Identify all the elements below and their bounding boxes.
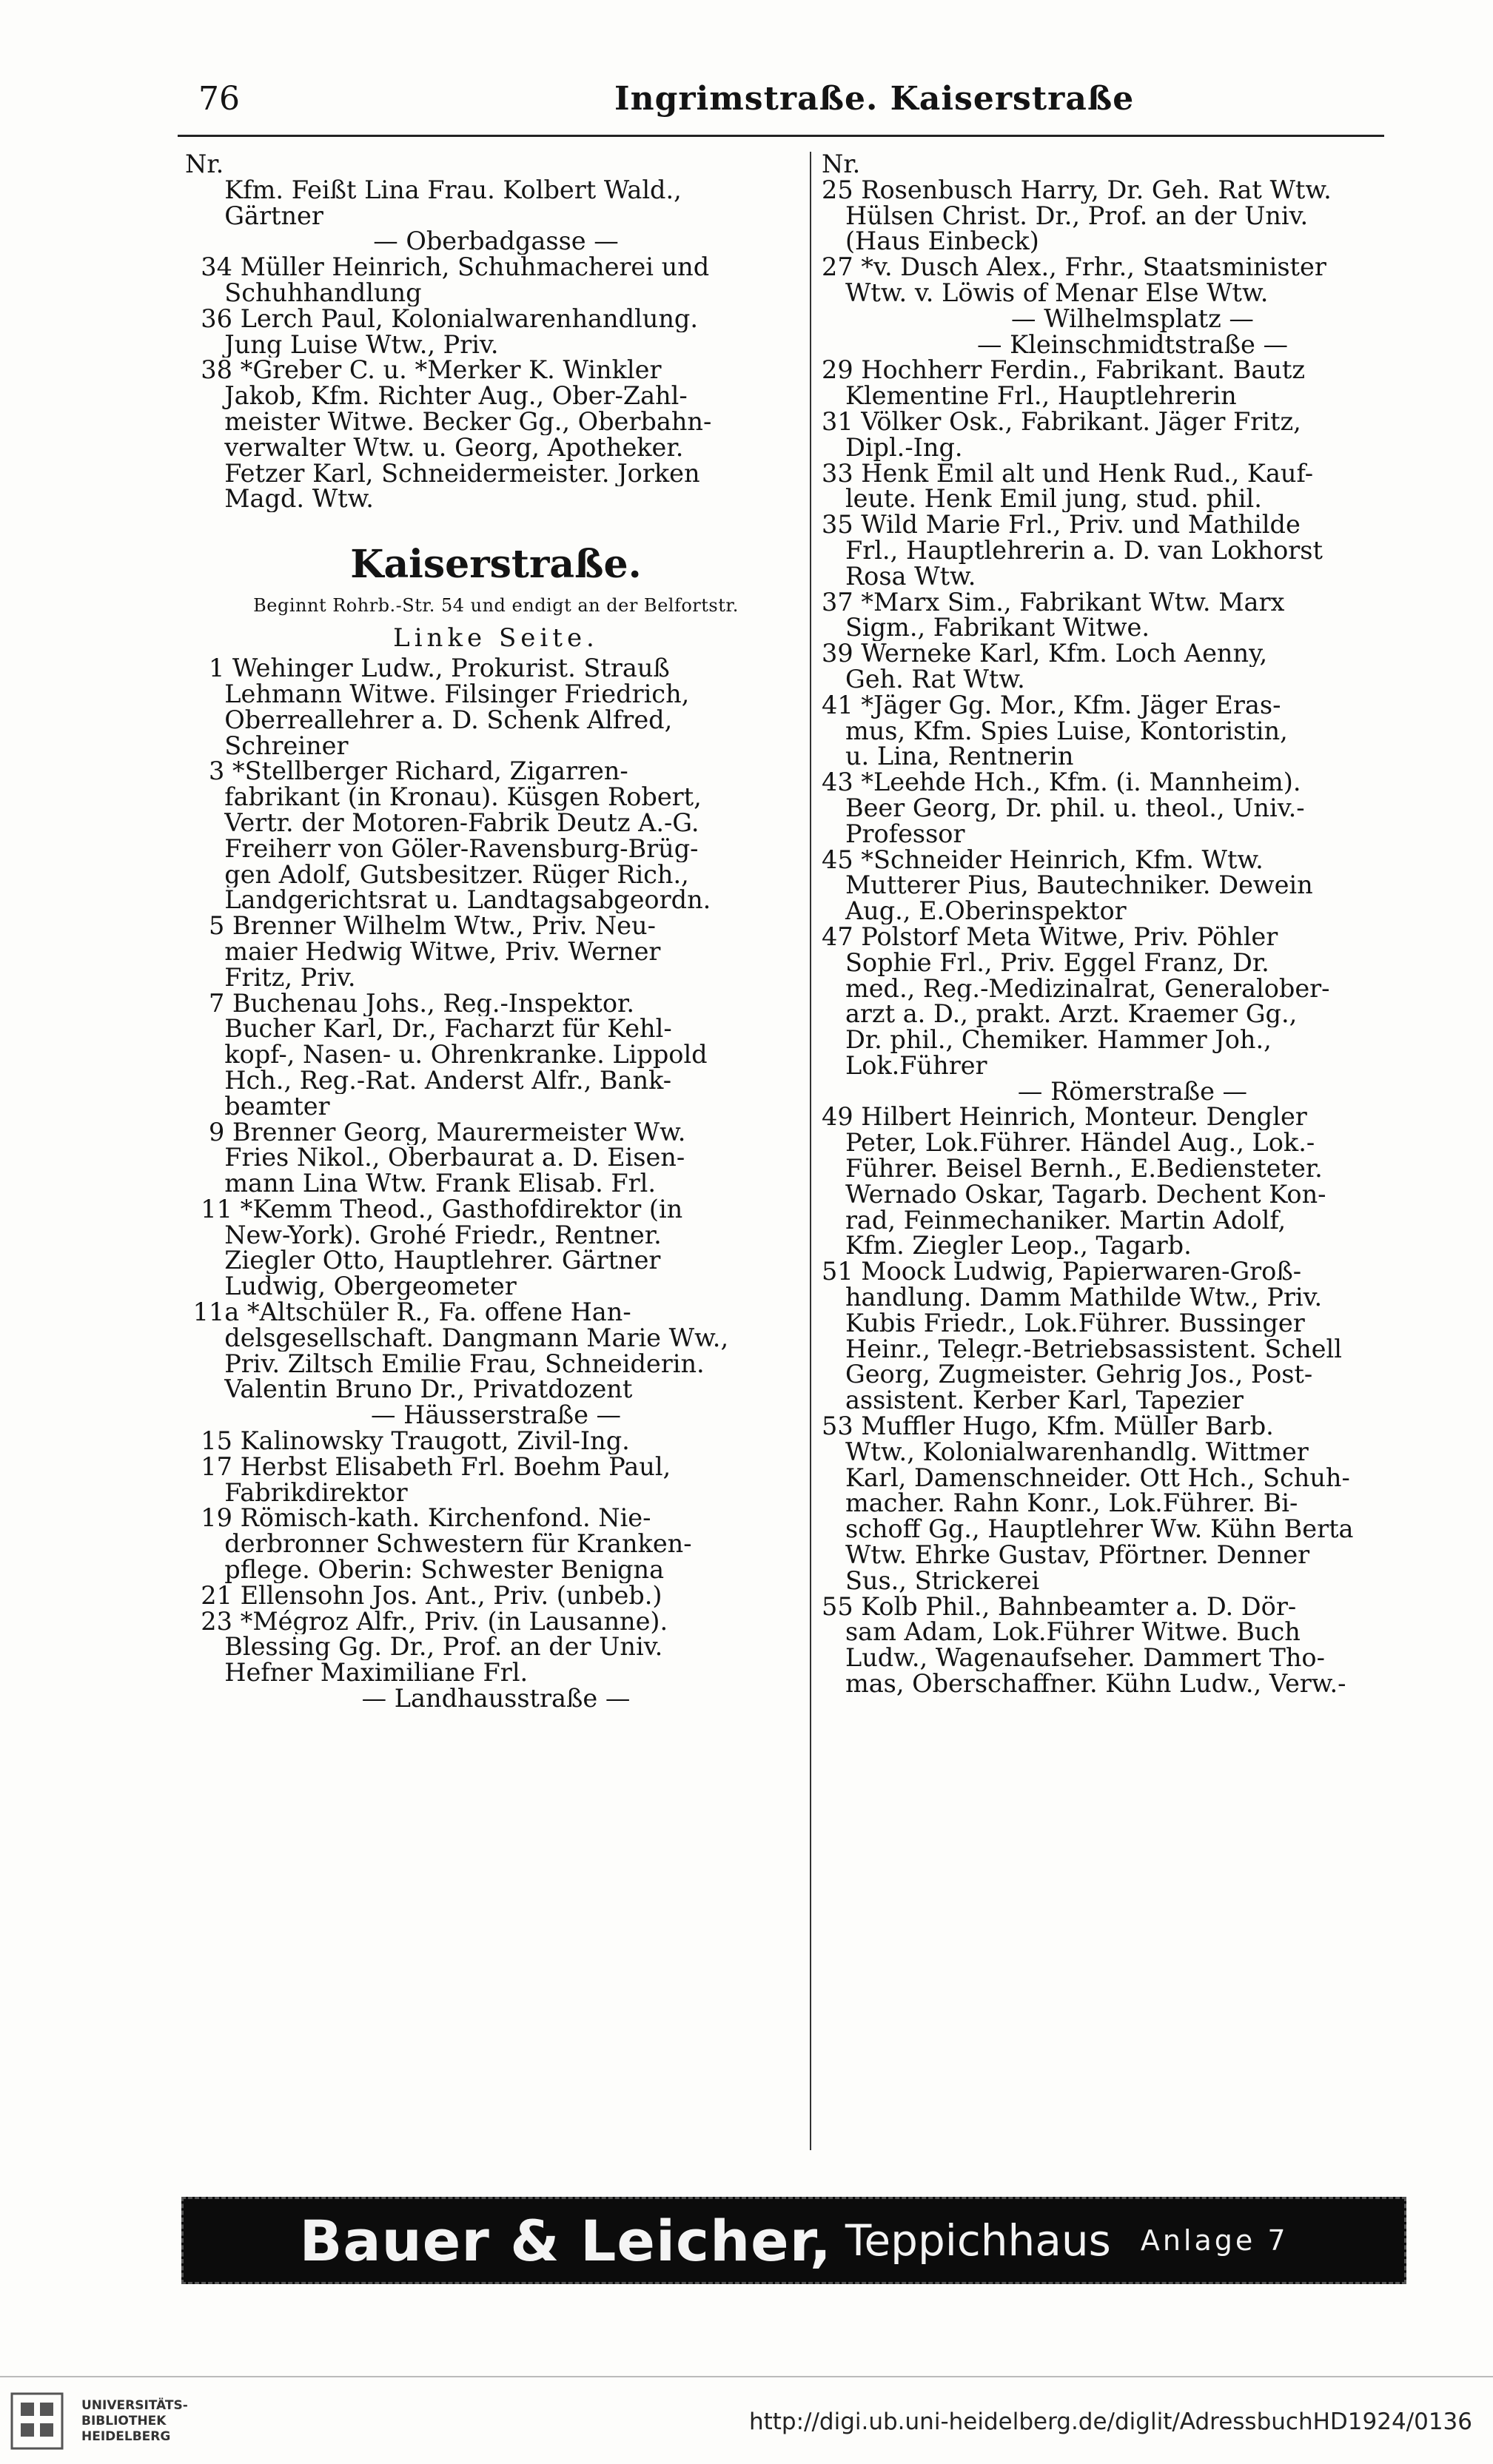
entry-line: Lok.Führer	[822, 1053, 987, 1079]
entry-line: mus, Kfm. Spies Luise, Kontoristin,	[822, 718, 1288, 745]
entry-line: Fabrikdirektor	[185, 1480, 408, 1506]
page-number: 76	[198, 80, 240, 118]
advertisement-banner	[181, 2197, 1406, 2284]
entry-line: med., Reg.-Medizinalrat, Generalober-	[822, 976, 1330, 1002]
entry-line: 1 Wehinger Ludw., Prokurist. Strauß	[185, 656, 670, 682]
entry-line: beamter	[185, 1093, 330, 1120]
entry-line: gen Adolf, Gutsbesitzer. Rüger Rich.,	[185, 862, 689, 888]
entry-line: Hch., Reg.-Rat. Anderst Alfr., Bank-	[185, 1067, 672, 1094]
entry-line: 31 Völker Osk., Fabrikant. Jäger Fritz,	[822, 409, 1301, 435]
running-head: Ingrimstraße. Kaiserstraße	[614, 80, 1135, 118]
cross-street-heading: — Kleinschmidtstraße —	[977, 332, 1288, 358]
entry-line: assistent. Kerber Karl, Tapezier	[822, 1388, 1244, 1414]
entry-line: Freiherr von Göler-Ravensburg-Brüg-	[185, 836, 699, 862]
entry-line: Aug., E.Oberinspektor	[822, 899, 1127, 924]
entry-line: 38 *Greber C. u. *Merker K. Winkler	[185, 357, 662, 384]
entry-line: Jung Luise Wtw., Priv.	[185, 332, 499, 358]
entry-line: 15 Kalinowsky Traugott, Zivil-Ing.	[185, 1429, 630, 1454]
entry-line: 45 *Schneider Heinrich, Kfm. Wtw.	[822, 847, 1264, 873]
entry-line: Beer Georg, Dr. phil. u. theol., Univ.-	[822, 795, 1305, 822]
right-column	[822, 152, 1443, 1697]
entry-line: Nr.	[185, 152, 224, 178]
entry-line: fabrikant (in Kronau). Küsgen Robert,	[185, 785, 702, 810]
entry-line: New-York). Grohé Friedr., Rentner.	[185, 1222, 662, 1249]
entry-line: Rosa Wtw.	[822, 563, 976, 590]
entry-line: Ludwig, Obergeometer	[185, 1274, 517, 1300]
entry-line: Oberreallehrer a. D. Schenk Alfred,	[185, 707, 673, 734]
source-url-link[interactable]: http://digi.ub.uni-heidelberg.de/diglit/AdressbuchHD1924/0136	[748, 2408, 1472, 2435]
entry-line: Georg, Zugmeister. Gehrig Jos., Post-	[822, 1362, 1313, 1389]
entry-line: 41 *Jäger Gg. Mor., Kfm. Jäger Eras-	[822, 692, 1281, 719]
entry-line: 47 Polstorf Meta Witwe, Priv. Pöhler	[822, 924, 1278, 950]
entry-line: 5 Brenner Wilhelm Wtw., Priv. Neu-	[185, 913, 656, 939]
entry-line: arzt a. D., prakt. Arzt. Kraemer Gg.,	[822, 1001, 1298, 1028]
entry-line: Gärtner	[185, 203, 323, 229]
library-name-line: UNIVERSITÄTS-	[81, 2398, 188, 2413]
entry-line: Schreiner	[185, 733, 349, 759]
entry-line: Kubis Friedr., Lok.Führer. Bussinger	[822, 1310, 1305, 1337]
entry-line: Schuhhandlung	[185, 280, 422, 306]
entry-line: 11 *Kemm Theod., Gasthofdirektor (in	[185, 1196, 683, 1223]
column-divider	[810, 152, 811, 2150]
entry-line: Wtw., Kolonialwarenhandlg. Wittmer	[822, 1439, 1309, 1466]
entry-line: Kfm. Feißt Lina Frau. Kolbert Wald.,	[185, 177, 682, 204]
entry-line: 55 Kolb Phil., Bahnbeamter a. D. Dör-	[822, 1594, 1297, 1620]
entry-line: delsgesellschaft. Dangmann Marie Ww.,	[185, 1325, 729, 1352]
entry-line: Klementine Frl., Hauptlehrerin	[822, 383, 1237, 409]
entry-line: Dipl.-Ing.	[822, 434, 963, 461]
cross-street-heading: — Häusserstraße —	[370, 1403, 622, 1429]
library-name-line: BIBLIOTHEK	[81, 2414, 167, 2428]
entry-line: 51 Moock Ludwig, Papierwaren-Groß-	[822, 1259, 1302, 1286]
entry-line: Kfm. Ziegler Leop., Tagarb.	[822, 1233, 1192, 1260]
entry-line: 25 Rosenbusch Harry, Dr. Geh. Rat Wtw.	[822, 177, 1332, 204]
entry-line: rad, Feinmechaniker. Martin Adolf,	[822, 1207, 1286, 1234]
entry-line: 17 Herbst Elisabeth Frl. Boehm Paul,	[185, 1454, 671, 1480]
entry-line: Heinr., Telegr.-Betriebsassistent. Schell	[822, 1336, 1342, 1363]
entry-line: schoff Gg., Hauptlehrer Ww. Kühn Berta	[822, 1517, 1354, 1543]
entry-line: Professor	[822, 821, 965, 847]
entry-line: verwalter Wtw. u. Georg, Apotheker.	[185, 434, 684, 461]
entry-line: Landgerichtsrat u. Landtagsabgeordn.	[185, 887, 711, 914]
entry-line: handlung. Damm Mathilde Wtw., Priv.	[822, 1285, 1323, 1311]
entry-line: Fritz, Priv.	[185, 964, 356, 991]
side-heading: Linke Seite.	[393, 623, 599, 654]
entry-line: 43 *Leehde Hch., Kfm. (i. Mannheim).	[822, 770, 1301, 796]
footer-rule	[0, 2376, 1493, 2377]
cross-street-heading: — Oberbadgasse —	[373, 229, 619, 255]
entry-line: Priv. Ziltsch Emilie Frau, Schneiderin.	[185, 1351, 705, 1377]
cross-street-heading: — Landhausstraße —	[361, 1686, 631, 1712]
library-seal-icon	[10, 2392, 64, 2450]
entry-line: leute. Henk Emil jung, stud. phil.	[822, 486, 1262, 513]
entry-line: 19 Römisch-kath. Kirchenfond. Nie-	[185, 1505, 651, 1532]
entry-line: 9 Brenner Georg, Maurermeister Ww.	[185, 1119, 686, 1146]
entry-line: Geh. Rat Wtw.	[822, 666, 1025, 693]
entry-line: 23 *Mégroz Alfr., Priv. (in Lausanne).	[185, 1608, 668, 1635]
entry-line: 7 Buchenau Johs., Reg.-Inspektor.	[185, 990, 634, 1017]
entry-line: 21 Ellensohn Jos. Ant., Priv. (unbeb.)	[185, 1582, 662, 1609]
ad-location: Anlage 7	[1140, 2224, 1289, 2257]
entry-line: Sophie Frl., Priv. Eggel Franz, Dr.	[822, 950, 1269, 976]
entry-line: Fries Nikol., Oberbaurat a. D. Eisen-	[185, 1145, 685, 1172]
entry-line: maier Hedwig Witwe, Priv. Werner	[185, 939, 661, 965]
entry-line: 34 Müller Heinrich, Schuhmacherei und	[185, 255, 710, 281]
street-title: Kaiserstraße.	[350, 542, 642, 588]
entry-line: u. Lina, Rentnerin	[822, 744, 1074, 771]
entry-line: 35 Wild Marie Frl., Priv. und Mathilde	[822, 512, 1301, 538]
entry-line: Lehmann Witwe. Filsinger Friedrich,	[185, 681, 690, 708]
street-subtitle: Beginnt Rohrb.-Str. 54 und endigt an der Belfortstr.	[253, 595, 739, 617]
entry-line: Hefner Maximiliane Frl.	[185, 1660, 529, 1687]
entry-line: 3 *Stellberger Richard, Zigarren-	[185, 759, 628, 785]
entry-line: sam Adam, Lok.Führer Witwe. Buch	[822, 1619, 1301, 1646]
entry-line: pflege. Oberin: Schwester Benigna	[185, 1557, 665, 1583]
library-name-line: HEIDELBERG	[81, 2429, 171, 2444]
entry-line: 36 Lerch Paul, Kolonialwarenhandlung.	[185, 306, 698, 332]
entry-line: Sigm., Fabrikant Witwe.	[822, 615, 1150, 642]
entry-line: mann Lina Wtw. Frank Elisab. Frl.	[185, 1171, 656, 1197]
ad-business: Teppichhaus	[845, 2215, 1111, 2266]
entry-line: Mutterer Pius, Bautechniker. Dewein	[822, 873, 1313, 899]
entry-line: macher. Rahn Konr., Lok.Führer. Bi-	[822, 1491, 1298, 1517]
entry-line: 49 Hilbert Heinrich, Monteur. Dengler	[822, 1104, 1307, 1131]
entry-line: Nr.	[822, 152, 861, 178]
entry-line: Fetzer Karl, Schneidermeister. Jorken	[185, 460, 700, 487]
entry-line: meister Witwe. Becker Gg., Oberbahn-	[185, 409, 712, 435]
entry-line: (Haus Einbeck)	[822, 229, 1039, 255]
entry-line: Wtw. Ehrke Gustav, Pförtner. Denner	[822, 1542, 1310, 1568]
entry-line: Jakob, Kfm. Richter Aug., Ober-Zahl-	[185, 383, 688, 409]
cross-street-heading: — Wilhelmsplatz —	[1011, 306, 1254, 332]
entry-line: Blessing Gg. Dr., Prof. an der Univ.	[185, 1634, 663, 1661]
entry-line: Führer. Beisel Bernh., E.Bediensteter.	[822, 1156, 1323, 1182]
entry-line: Ziegler Otto, Hauptlehrer. Gärtner	[185, 1248, 661, 1275]
entry-line: mas, Oberschaffner. Kühn Ludw., Verw.-	[822, 1671, 1346, 1697]
entry-line: Vertr. der Motoren-Fabrik Deutz A.-G.	[185, 810, 699, 836]
library-name	[81, 2398, 274, 2445]
header-rule	[178, 135, 1384, 137]
entry-line: Frl., Hauptlehrerin a. D. van Lokhorst	[822, 537, 1323, 564]
entry-line: Valentin Bruno Dr., Privatdozent	[185, 1377, 633, 1403]
left-column	[185, 152, 807, 1712]
entry-line: Magd. Wtw.	[185, 486, 374, 513]
cross-street-heading: — Römerstraße —	[1017, 1078, 1248, 1105]
entry-line: Bucher Karl, Dr., Facharzt für Kehl-	[185, 1016, 672, 1043]
entry-line: Karl, Damenschneider. Ott Hch., Schuh-	[822, 1465, 1350, 1491]
entry-line: 37 *Marx Sim., Fabrikant Wtw. Marx	[822, 589, 1285, 616]
entry-line: Wernado Oskar, Tagarb. Dechent Kon-	[822, 1181, 1326, 1208]
entry-line: Hülsen Christ. Dr., Prof. an der Univ.	[822, 203, 1309, 229]
entry-line: derbronner Schwestern für Kranken-	[185, 1531, 692, 1558]
ad-firm-name: Bauer & Leicher,	[299, 2207, 832, 2274]
entry-line: Peter, Lok.Führer. Händel Aug., Lok.-	[822, 1130, 1315, 1157]
entry-line: 33 Henk Emil alt und Henk Rud., Kauf-	[822, 460, 1314, 487]
entry-line: Sus., Strickerei	[822, 1568, 1040, 1594]
entry-line: Wtw. v. Löwis of Menar Else Wtw.	[822, 280, 1269, 306]
entry-line: kopf-, Nasen- u. Ohrenkranke. Lippold	[185, 1042, 708, 1068]
entry-line: 27 *v. Dusch Alex., Frhr., Staatsminister	[822, 255, 1326, 281]
entry-line: 29 Hochherr Ferdin., Fabrikant. Bautz	[822, 357, 1306, 384]
entry-line: 11a *Altschüler R., Fa. offene Han-	[185, 1300, 631, 1326]
entry-line: 39 Werneke Karl, Kfm. Loch Aenny,	[822, 641, 1268, 667]
entry-line: Ludw., Wagenaufseher. Dammert Tho-	[822, 1645, 1325, 1672]
entry-line: 53 Muffler Hugo, Kfm. Müller Barb.	[822, 1414, 1274, 1440]
entry-line: Dr. phil., Chemiker. Hammer Joh.,	[822, 1027, 1272, 1053]
